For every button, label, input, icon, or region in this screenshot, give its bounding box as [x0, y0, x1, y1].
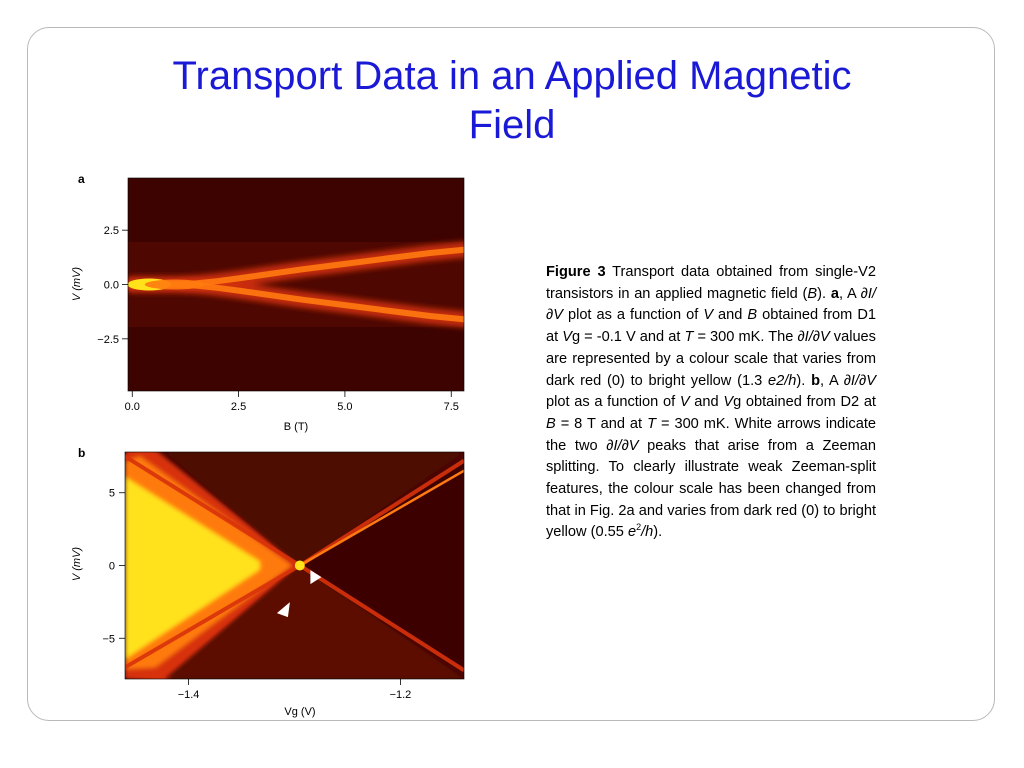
caption-text: ∂I/∂V [843, 372, 876, 389]
panel-a-ytick-label: −2.5 [97, 333, 119, 346]
caption-text: peaks that arise from a Zeeman splitting. To clearly illustrate weak Zeeman-split features, the colour scale has been changed from that in Fig. 2a and varies from dark red (0) to bright yellow (0.55 [546, 437, 877, 541]
caption-text: Transport data obtained from single-V2 transistors in an applied magnetic field ( [546, 264, 876, 302]
caption-text: T [684, 329, 694, 346]
caption-text: 2 [636, 522, 642, 533]
caption-text: ). [817, 285, 831, 302]
caption-text: V [723, 394, 734, 411]
panel-b-diamond-crossing [295, 561, 305, 571]
panel-a-zero-bias-tail [145, 280, 205, 290]
caption-text: = 300 mK. The [693, 329, 798, 346]
caption-text: = 300 mK. White arrows indicate the two [546, 415, 876, 454]
panel-b-heatmap [125, 441, 464, 682]
caption-text: plot as a function of [562, 307, 704, 324]
panel-a-xlabel: B (T) [283, 421, 309, 433]
title-line-2: Field [468, 103, 556, 147]
caption-panel-a-label: a [830, 285, 839, 302]
panel-a-xtick-label: 5.0 [337, 401, 353, 413]
caption-text: and [689, 394, 724, 411]
caption-text: values are represented by a colour scale that varies from dark red (0) to bright yellow (1.3 [546, 329, 876, 389]
caption-text: T [647, 415, 656, 432]
caption-text: ). [796, 372, 812, 389]
slide-title [60, 52, 964, 150]
caption-text: and [713, 307, 748, 324]
panel-a-letter: a [78, 172, 85, 186]
caption-text: V [562, 329, 572, 346]
caption-text: B [546, 415, 556, 432]
panel-b-ylabel: V (mV) [71, 546, 83, 582]
panel-a-xtick-label: 2.5 [230, 401, 247, 413]
panel-b-xtick-label: −1.2 [389, 689, 412, 701]
panel-b-xlabel: Vg (V) [284, 706, 316, 718]
caption-text: g = -0.1 V and at [571, 329, 685, 346]
panel-b-ytick-label: −5 [102, 633, 115, 646]
caption-text: , A [838, 285, 861, 302]
panel-a-ytick-label: 0.0 [103, 279, 119, 292]
caption-text: B [747, 307, 758, 324]
caption-text: ∂I/∂V [797, 329, 830, 346]
caption-text: ∂I/∂V [546, 285, 876, 324]
panel-a-ytick-label: 2.5 [103, 225, 119, 238]
panel-a-ylabel: V (mV) [71, 266, 83, 302]
caption-text: ∂I/∂V [606, 437, 639, 454]
caption-text: e [627, 524, 637, 541]
caption-text: = 8 T and at [555, 415, 648, 432]
figure-caption [546, 262, 876, 544]
caption-text: B [807, 285, 818, 302]
caption-text: V [679, 394, 690, 411]
caption-fig-label: Figure 3 [546, 264, 606, 280]
caption-text: obtained from D1 at [546, 307, 876, 346]
panel-b-ytick-label: 5 [108, 487, 115, 500]
title-line-1: Transport Data in an Applied Magnetic [172, 54, 852, 98]
caption-text: plot as a function of [546, 394, 680, 411]
figure-svg [60, 162, 480, 732]
figure-area [60, 162, 480, 732]
panel-b-xtick-label: −1.4 [177, 689, 200, 701]
panel-b-ytick-label: 0 [108, 560, 115, 573]
panel-a-heatmap [127, 178, 464, 391]
caption-text: ). [653, 524, 663, 541]
caption-text: V [703, 307, 714, 324]
panel-a-xtick-label: 7.5 [443, 401, 459, 413]
caption-text: /h [641, 524, 654, 541]
caption-text: , A [820, 372, 844, 389]
caption-panel-b-label: b [811, 372, 821, 389]
caption-text: e2/h [768, 372, 797, 389]
panel-b-letter: b [78, 446, 86, 460]
caption-text: g obtained from D2 at [733, 394, 876, 411]
panel-a-xtick-label: 0.0 [124, 401, 140, 413]
